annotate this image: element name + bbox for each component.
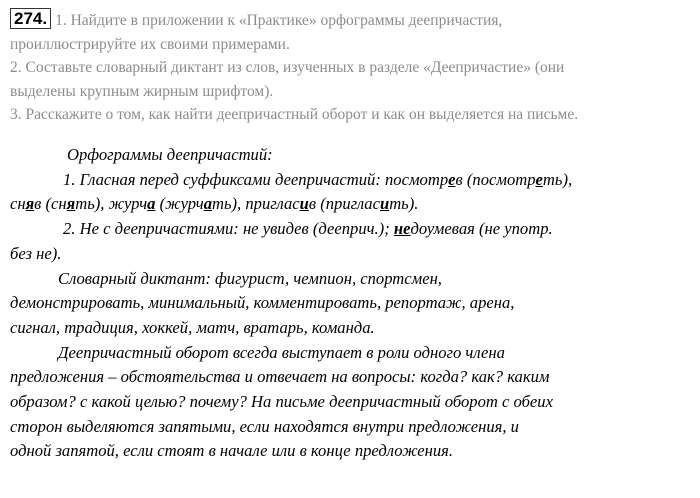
- task-1-line-1: 1. Найдите в приложении к «Практике» орфограммы деепричастия,: [55, 12, 503, 29]
- rule-1-line-2: [10, 192, 692, 217]
- rule-1-text: ть), приглас: [212, 194, 300, 214]
- rule-1-text: (журч: [155, 194, 204, 214]
- rule-1-text: ть).: [389, 194, 419, 214]
- orthogram-prefix: не: [393, 219, 411, 239]
- rule-2-line-1: [10, 217, 692, 242]
- task-1-line-2: проиллюстрируйте их своими примерами.: [10, 35, 290, 53]
- rule-1-text: ть),: [542, 169, 573, 189]
- rule-2-text: 2. Не с деепричастиями: не увидев (дееприч.);: [63, 219, 390, 239]
- explanation-line-2: предложения – обстоятельства и отвечает на вопросы: когда? как? каким: [10, 367, 550, 387]
- explanation-line-5: одной запятой, если стоят в начале или в конце предложения.: [10, 441, 454, 461]
- dictation-line-1: Словарный диктант: фигурист, чемпион, спортсмен,: [58, 268, 442, 288]
- orthogram-letter: я: [66, 194, 76, 214]
- rule-1-text: сн: [10, 194, 26, 214]
- task-1: [10, 8, 690, 33]
- orthogram-letter: и: [379, 194, 390, 214]
- explanation-line-3: образом? с какой целью? почему? На письме деепричастный оборот с обеих: [10, 392, 553, 412]
- task-2-line-1: 2. Составьте словарный диктант из слов, изученных в разделе «Деепричастие» (они: [10, 59, 565, 76]
- exercise-number: 274.: [10, 8, 51, 29]
- rule-1-text: ть), журч: [75, 194, 148, 214]
- answer-text: [10, 143, 692, 464]
- orthogram-letter: е: [448, 169, 456, 189]
- rule-1-text: в (сн: [34, 194, 67, 214]
- dictation-line-2: демонстрировать, минимальный, комментировать, репортаж, арена,: [10, 293, 515, 313]
- rule-1-line-1: [10, 168, 692, 193]
- rule-2-line-2: без не).: [10, 243, 62, 263]
- rule-2-text: доумевая (не употр.: [410, 219, 553, 239]
- orthogram-letter: а: [147, 194, 156, 214]
- rule-1-text: 1. Гласная перед суффиксами деепричастий: посмотр: [63, 169, 449, 189]
- rule-1-text: в (посмотр: [455, 169, 536, 189]
- explanation-line-4: сторон выделяются запятыми, если находятся внутри предложения, и: [10, 416, 519, 436]
- task-2-line-2: выделены крупным жирным шрифтом).: [10, 82, 274, 100]
- orthogram-letter: а: [203, 194, 212, 214]
- rule-1-text: в (приглас: [308, 194, 380, 214]
- orthogram-letter: и: [299, 194, 309, 214]
- orthogram-letter: я: [25, 194, 35, 214]
- answer-heading: Орфограммы деепричастий:: [67, 145, 273, 164]
- explanation-line-1: Деепричастный оборот всегда выступает в роли одного члена: [58, 342, 505, 362]
- exercise-task: [10, 8, 690, 127]
- orthogram-letter: е: [535, 169, 543, 189]
- task-3: 3. Расскажите о том, как найти деепричастный оборот и как он выделяется на письме.: [10, 106, 579, 123]
- dictation-line-3: сигнал, традиция, хоккей, матч, вратарь, команда.: [10, 317, 375, 337]
